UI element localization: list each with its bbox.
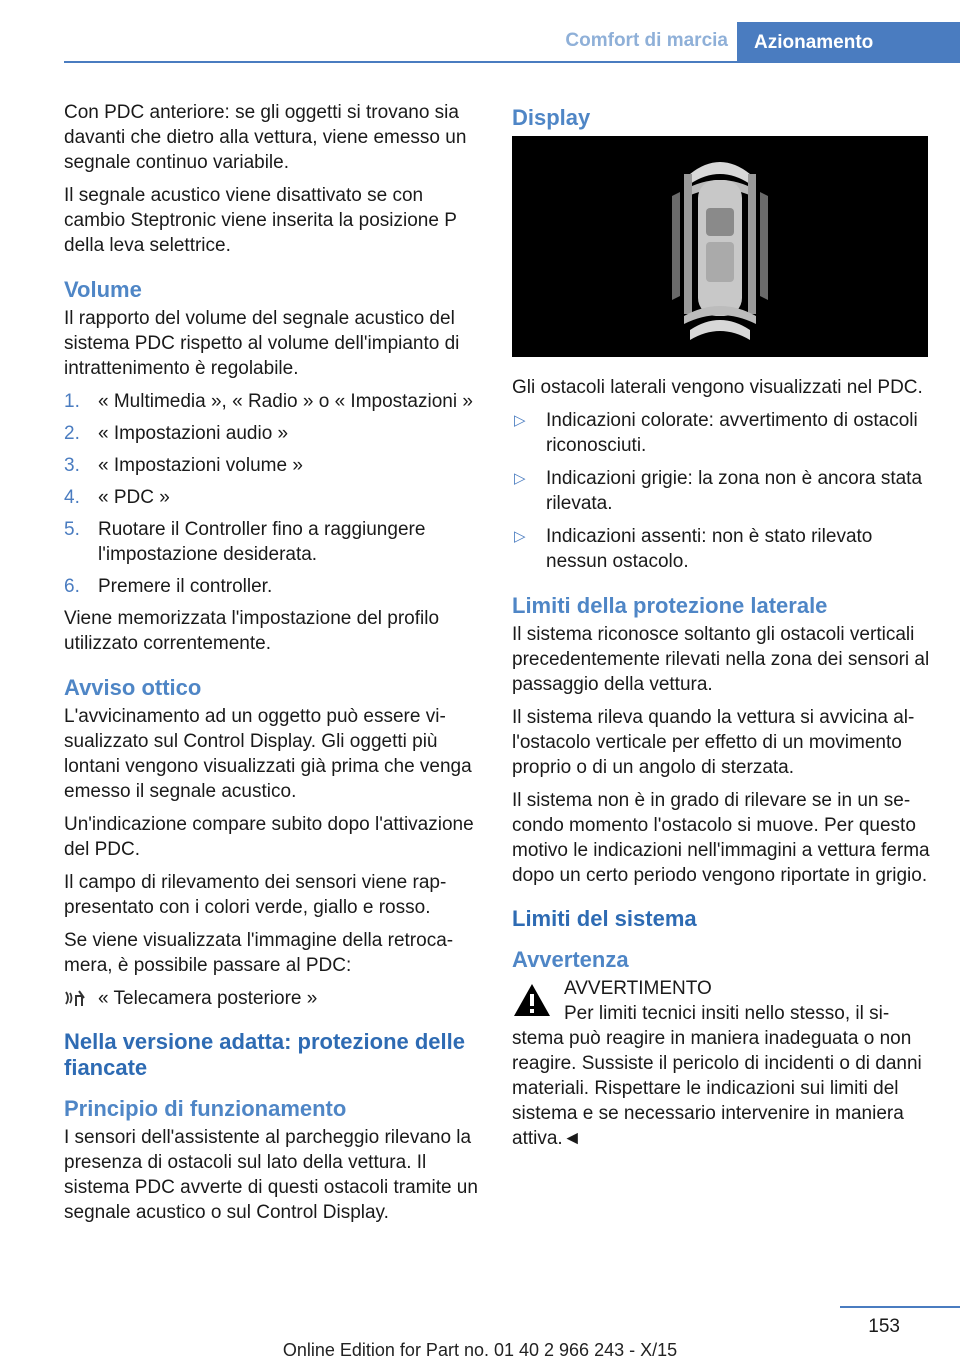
list-item [64,574,480,599]
bullet-triangle-icon: ▷ [514,412,526,429]
footer-rule [840,1306,960,1308]
paragraph: I sensori dell'assistente al parcheggio rilevano la presenza di ostacoli sul lato della vettura. Il sistema PDC avverte di questi ostacoli tramite un segnale acustico o sul Control Display. [64,1127,478,1223]
display-indicators-list [512,408,930,574]
header-tab-azionamento: Azionamento [737,22,960,61]
step-text: « PDC » [98,487,170,508]
heading-protezione-fiancate: Nella versione adatta: protezione delle fiancate [64,1029,466,1080]
warning-text: Per limiti tecnici insiti nello stesso, il sistema può reagire in maniera inadeguata o non reagire. Sussiste il pericolo di incidenti o di danni materiali. Rispettare le indicazioni sui limiti del sistema e se necessario intervenire in maniera attiva.◄ [512,1003,922,1149]
left-column [64,100,480,1233]
heading-principio: Principio di funzionamento [64,1096,347,1121]
bullet-text: Indicazioni assenti: non è stato rilevato nessun ostacolo. [546,526,873,572]
heading-avvertenza: Avvertenza [512,947,629,972]
paragraph: Il sistema rileva quando la vettura si avvicina all'ostacolo verticale per effetto di un movimento proprio o di un angolo di sterzata. [512,707,915,778]
step-number: 4. [64,487,80,508]
list-item [64,517,480,567]
step-number: 3. [64,455,80,476]
header-tab-comfort: Comfort di marcia [565,30,728,51]
paragraph: Viene memorizzata l'impostazione del profilo utilizzato correntemente. [64,608,440,654]
list-item [64,421,480,446]
step-text: Ruotare il Controller fino a raggiungere l'impostazione desiderata. [98,519,426,565]
rear-camera-label: « Telecamera posteriore » [98,988,318,1009]
page-number: 153 [868,1316,900,1337]
warning-triangle-icon [512,982,552,1025]
volume-steps-list [64,389,480,599]
step-text: « Impostazioni audio » [98,423,289,444]
heading-limiti-protezione: Limiti della protezione laterale [512,593,828,618]
paragraph: Se viene visualizzata l'immagine della retrocamera, è possibile passare al PDC: [64,930,454,976]
heading-limiti-sistema: Limiti del sistema [512,906,697,931]
rear-camera-line [64,986,480,1011]
bullet-triangle-icon: ▷ [514,528,526,545]
heading-volume: Volume [64,277,142,302]
list-item [64,453,480,478]
bullet-triangle-icon: ▷ [514,470,526,487]
list-item [512,408,930,458]
paragraph: Gli ostacoli laterali vengono visualizzati nel PDC. [512,377,923,398]
paragraph: Il sistema riconosce soltanto gli ostacoli verticali precedentemente rilevati nella zona dei sensori al passaggio della vettura. [512,624,930,695]
warning-title: AVVERTIMENTO [564,978,712,999]
list-item [512,466,930,516]
paragraph: Il rapporto del volume del segnale acustico del sistema PDC rispetto al volume dell'impianto di intrattenimento è regolabile. [64,308,460,379]
bullet-text: Indicazioni grigie: la zona non è ancora stata rilevata. [546,468,923,514]
edition-footer: Online Edition for Part no. 01 40 2 966 243 - X/15 [282,1340,678,1360]
warning-block [512,976,930,1151]
paragraph: Un'indicazione compare subito dopo l'attivazione del PDC. [64,814,474,860]
paragraph: Il segnale acustico viene disattivato se con cambio Steptronic viene inserita la posizione P della leva selettrice. [64,185,457,256]
paragraph: L'avvicinamento ad un oggetto può essere visualizzato sul Control Display. Gli oggetti più lontani vengono visualizzati già prima che venga emesso il segnale acustico. [64,706,472,802]
list-item [64,389,480,414]
paragraph: Il campo di rilevamento dei sensori viene rappresentato con i colori verde, giallo e rosso. [64,872,447,918]
step-number: 5. [64,519,80,540]
pdc-display-image [512,136,928,357]
paragraph: Il sistema non è in grado di rilevare se in un secondo momento l'ostacolo si muove. Per questo motivo le indicazioni nell'immagini a vettura ferma dopo un certo periodo vengono riportate in grigio. [512,790,930,886]
bullet-text: Indicazioni colorate: avvertimento di ostacoli riconosciuti. [546,410,918,456]
step-text: « Multimedia », « Radio » o « Impostazioni » [98,391,473,412]
step-text: Premere il controller. [98,576,273,597]
heading-avviso-ottico: Avviso ottico [64,675,202,700]
step-number: 6. [64,576,80,597]
paragraph: Con PDC anteriore: se gli oggetti si trovano sia davanti che dietro alla vettura, viene emesso un segnale continuo variabile. [64,102,467,173]
right-column [512,100,930,1151]
header-rule [64,61,960,63]
step-number: 2. [64,423,80,444]
heading-display: Display [512,105,591,130]
parking-sensor-icon [64,988,90,1017]
list-item [512,524,930,574]
step-number: 1. [64,391,80,412]
step-text: « Impostazioni volume » [98,455,303,476]
list-item [64,485,480,510]
